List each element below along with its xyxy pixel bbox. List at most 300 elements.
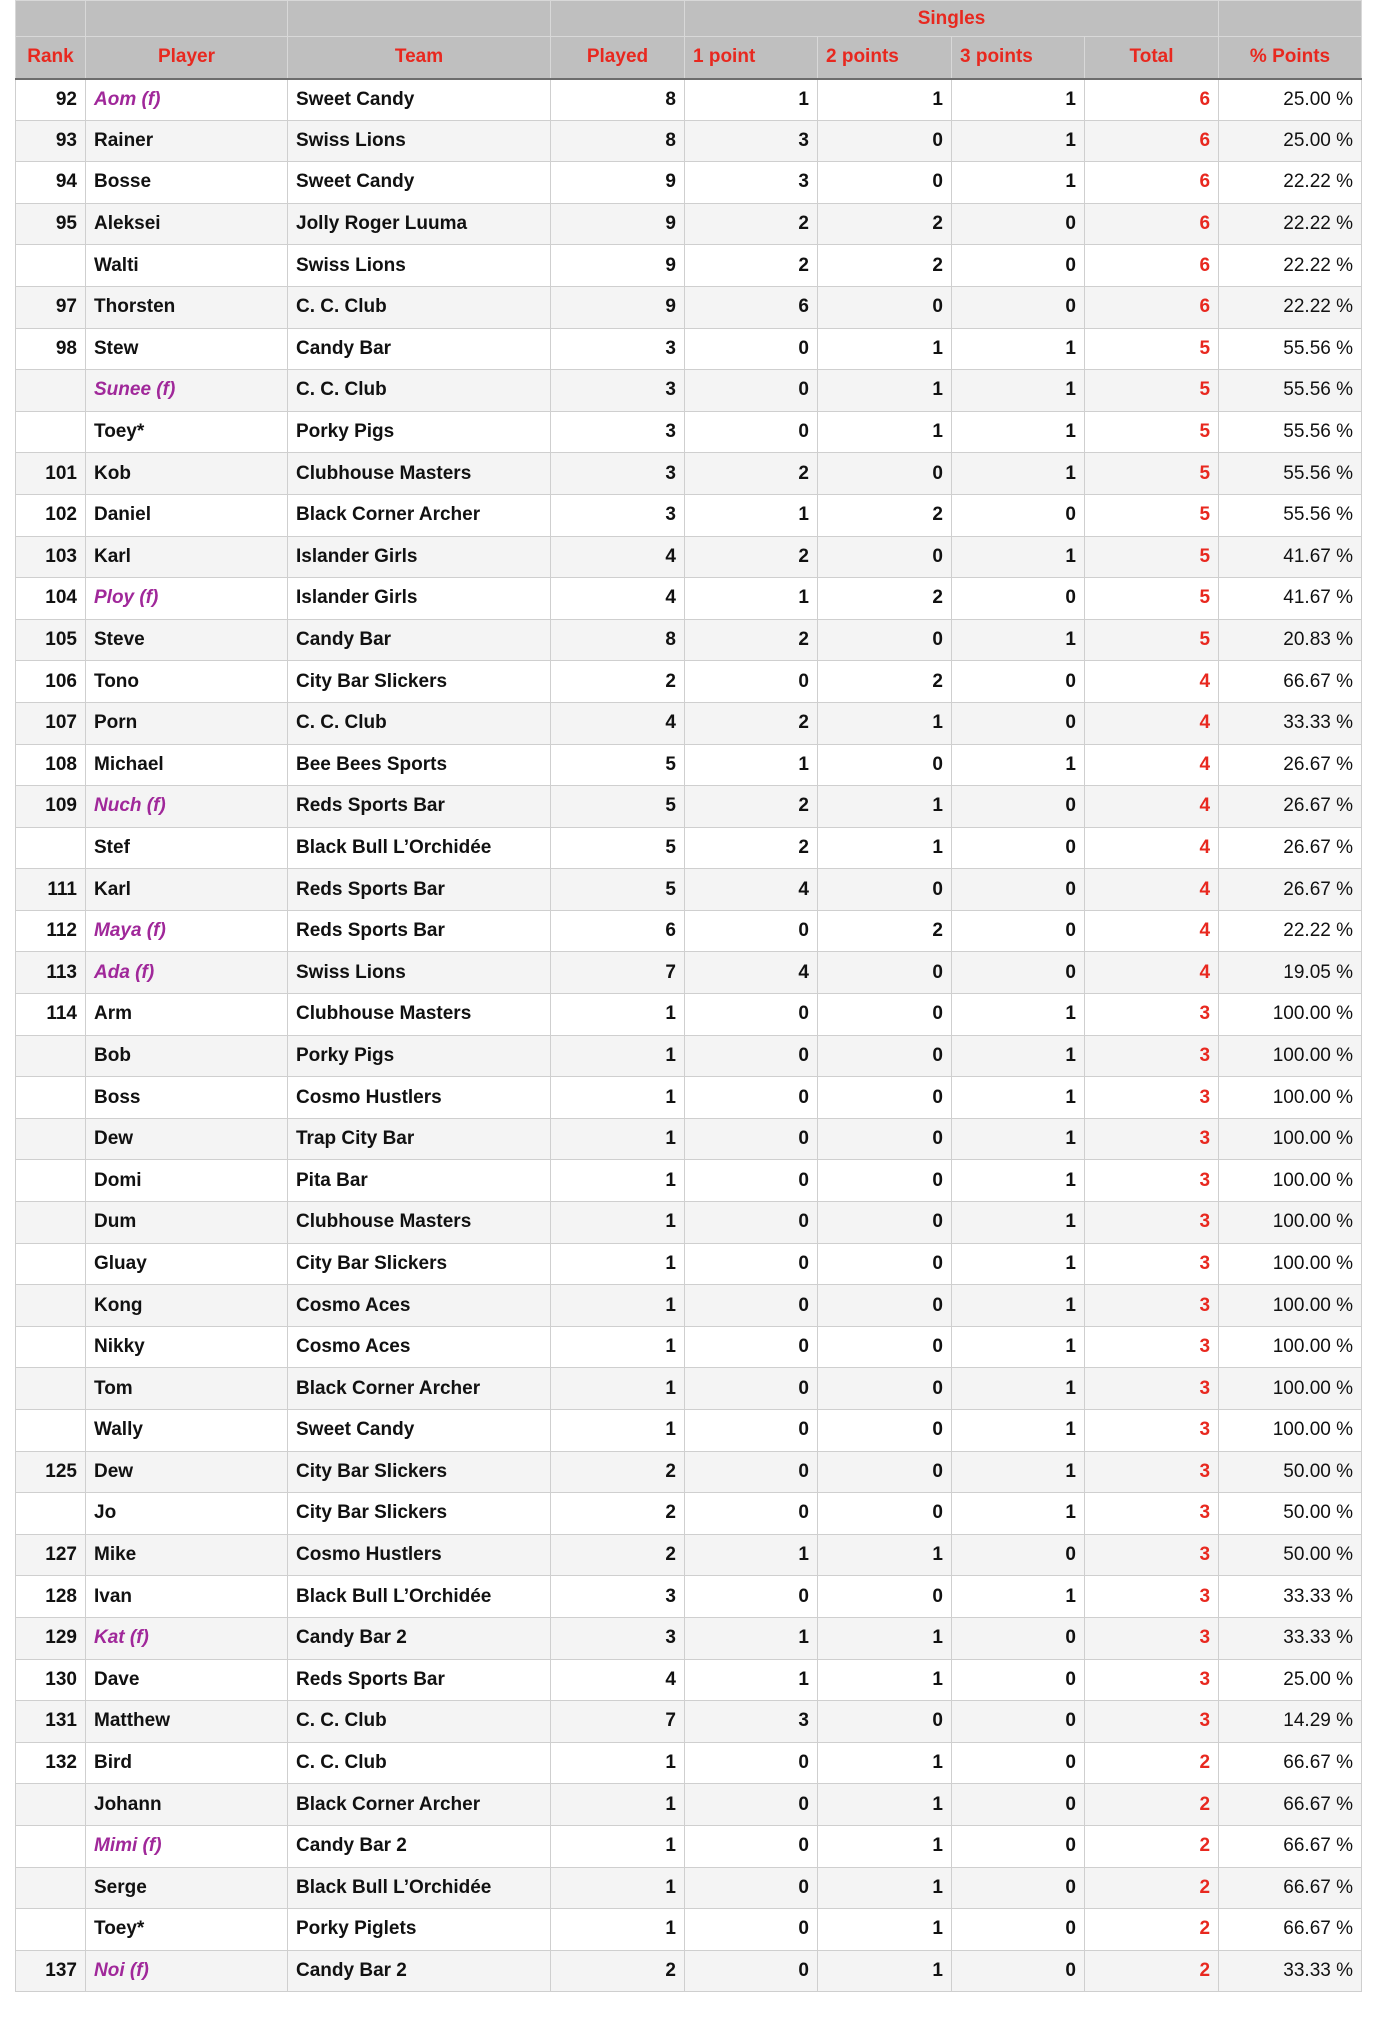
cell-1-point: 0 (685, 1742, 818, 1784)
cell-player: Ploy (f) (86, 578, 288, 620)
cell-1-point: 0 (685, 1950, 818, 1992)
cell-percent-points: 50.00 % (1219, 1534, 1362, 1576)
cell-played: 1 (551, 1285, 685, 1327)
cell-2-points: 0 (818, 120, 952, 162)
cell-team: Clubhouse Masters (288, 1202, 551, 1244)
cell-3-points: 0 (952, 661, 1085, 703)
column-header-team[interactable]: Team (288, 37, 551, 79)
cell-3-points: 1 (952, 79, 1085, 121)
cell-2-points: 2 (818, 661, 952, 703)
cell-player: Johann (86, 1784, 288, 1826)
cell-rank (16, 1285, 86, 1327)
cell-team: C. C. Club (288, 702, 551, 744)
cell-rank: 129 (16, 1617, 86, 1659)
cell-rank (16, 1118, 86, 1160)
cell-played: 1 (551, 1825, 685, 1867)
cell-percent-points: 100.00 % (1219, 1118, 1362, 1160)
cell-total: 5 (1085, 578, 1219, 620)
cell-1-point: 2 (685, 619, 818, 661)
cell-3-points: 1 (952, 453, 1085, 495)
cell-played: 4 (551, 702, 685, 744)
cell-rank (16, 827, 86, 869)
cell-total: 6 (1085, 162, 1219, 204)
cell-played: 7 (551, 952, 685, 994)
cell-percent-points: 33.33 % (1219, 702, 1362, 744)
header-spacer (86, 1, 288, 37)
cell-total: 4 (1085, 910, 1219, 952)
cell-total: 4 (1085, 702, 1219, 744)
cell-3-points: 0 (952, 1659, 1085, 1701)
cell-team: Cosmo Aces (288, 1326, 551, 1368)
cell-team: Sweet Candy (288, 79, 551, 121)
cell-total: 6 (1085, 79, 1219, 121)
table-row (16, 1576, 1362, 1618)
cell-player: Stew (86, 328, 288, 370)
cell-1-point: 0 (685, 1410, 818, 1452)
cell-3-points: 0 (952, 245, 1085, 287)
cell-played: 1 (551, 1410, 685, 1452)
cell-team: Sweet Candy (288, 162, 551, 204)
cell-1-point: 0 (685, 328, 818, 370)
cell-2-points: 0 (818, 1243, 952, 1285)
cell-played: 1 (551, 1326, 685, 1368)
cell-1-point: 6 (685, 286, 818, 328)
cell-played: 9 (551, 286, 685, 328)
cell-player: Bird (86, 1742, 288, 1784)
table-row (16, 952, 1362, 994)
cell-total: 3 (1085, 994, 1219, 1036)
cell-percent-points: 66.67 % (1219, 1825, 1362, 1867)
cell-played: 3 (551, 328, 685, 370)
cell-1-point: 0 (685, 1493, 818, 1535)
column-header-played[interactable]: Played (551, 37, 685, 79)
table-row (16, 1326, 1362, 1368)
cell-1-point: 0 (685, 1326, 818, 1368)
cell-total: 2 (1085, 1867, 1219, 1909)
cell-2-points: 0 (818, 744, 952, 786)
cell-2-points: 0 (818, 1077, 952, 1119)
cell-2-points: 0 (818, 1701, 952, 1743)
table-row (16, 1701, 1362, 1743)
table-row (16, 1867, 1362, 1909)
cell-percent-points: 25.00 % (1219, 79, 1362, 121)
cell-team: Cosmo Hustlers (288, 1077, 551, 1119)
cell-1-point: 0 (685, 1285, 818, 1327)
cell-played: 9 (551, 245, 685, 287)
cell-2-points: 1 (818, 1617, 952, 1659)
cell-percent-points: 66.67 % (1219, 661, 1362, 703)
cell-1-point: 3 (685, 162, 818, 204)
cell-rank: 103 (16, 536, 86, 578)
cell-total: 2 (1085, 1825, 1219, 1867)
table-row (16, 494, 1362, 536)
cell-3-points: 0 (952, 1950, 1085, 1992)
cell-percent-points: 66.67 % (1219, 1909, 1362, 1951)
cell-2-points: 1 (818, 1534, 952, 1576)
table-row (16, 702, 1362, 744)
cell-1-point: 2 (685, 203, 818, 245)
cell-percent-points: 100.00 % (1219, 1035, 1362, 1077)
header-spacer (1219, 1, 1362, 37)
cell-player: Aom (f) (86, 79, 288, 121)
cell-player: Steve (86, 619, 288, 661)
cell-2-points: 1 (818, 1867, 952, 1909)
cell-rank (16, 1410, 86, 1452)
cell-player: Ivan (86, 1576, 288, 1618)
cell-rank: 94 (16, 162, 86, 204)
cell-team: Reds Sports Bar (288, 910, 551, 952)
cell-total: 3 (1085, 1202, 1219, 1244)
cell-3-points: 1 (952, 1493, 1085, 1535)
cell-1-point: 1 (685, 79, 818, 121)
table-row (16, 1950, 1362, 1992)
table-row (16, 203, 1362, 245)
cell-3-points: 0 (952, 1867, 1085, 1909)
cell-1-point: 1 (685, 1659, 818, 1701)
table-row (16, 1742, 1362, 1784)
cell-team: Porky Piglets (288, 1909, 551, 1951)
cell-3-points: 1 (952, 1576, 1085, 1618)
cell-team: Cosmo Hustlers (288, 1534, 551, 1576)
cell-rank: 112 (16, 910, 86, 952)
cell-percent-points: 100.00 % (1219, 1160, 1362, 1202)
cell-1-point: 0 (685, 910, 818, 952)
cell-percent-points: 22.22 % (1219, 910, 1362, 952)
cell-percent-points: 25.00 % (1219, 1659, 1362, 1701)
cell-2-points: 0 (818, 1285, 952, 1327)
cell-team: Black Corner Archer (288, 1368, 551, 1410)
cell-player: Matthew (86, 1701, 288, 1743)
header-column-row (16, 37, 1362, 79)
cell-team: Black Bull L’Orchidée (288, 1576, 551, 1618)
cell-2-points: 1 (818, 370, 952, 412)
cell-rank: 104 (16, 578, 86, 620)
cell-rank (16, 1368, 86, 1410)
cell-played: 2 (551, 661, 685, 703)
cell-2-points: 2 (818, 203, 952, 245)
cell-3-points: 0 (952, 1701, 1085, 1743)
cell-percent-points: 55.56 % (1219, 453, 1362, 495)
cell-percent-points: 33.33 % (1219, 1950, 1362, 1992)
cell-played: 9 (551, 203, 685, 245)
cell-percent-points: 55.56 % (1219, 411, 1362, 453)
cell-player: Arm (86, 994, 288, 1036)
cell-total: 5 (1085, 494, 1219, 536)
cell-player: Toey* (86, 1909, 288, 1951)
cell-team: Swiss Lions (288, 245, 551, 287)
table-row (16, 1243, 1362, 1285)
cell-played: 4 (551, 1659, 685, 1701)
cell-played: 1 (551, 1909, 685, 1951)
cell-played: 8 (551, 79, 685, 121)
table-row (16, 910, 1362, 952)
cell-total: 3 (1085, 1493, 1219, 1535)
cell-2-points: 1 (818, 1659, 952, 1701)
cell-1-point: 0 (685, 1451, 818, 1493)
column-header-player[interactable]: Player (86, 37, 288, 79)
cell-total: 4 (1085, 786, 1219, 828)
cell-3-points: 1 (952, 1243, 1085, 1285)
cell-player: Noi (f) (86, 1950, 288, 1992)
cell-player: Kob (86, 453, 288, 495)
cell-played: 1 (551, 1867, 685, 1909)
cell-2-points: 0 (818, 1035, 952, 1077)
cell-player: Kong (86, 1285, 288, 1327)
cell-played: 1 (551, 1202, 685, 1244)
cell-3-points: 1 (952, 1202, 1085, 1244)
cell-2-points: 1 (818, 827, 952, 869)
cell-team: C. C. Club (288, 1701, 551, 1743)
cell-team: Candy Bar 2 (288, 1825, 551, 1867)
table-row (16, 1160, 1362, 1202)
table-row (16, 1659, 1362, 1701)
cell-rank (16, 1825, 86, 1867)
cell-1-point: 0 (685, 1035, 818, 1077)
cell-percent-points: 25.00 % (1219, 120, 1362, 162)
cell-played: 4 (551, 578, 685, 620)
cell-team: Pita Bar (288, 1160, 551, 1202)
cell-total: 4 (1085, 827, 1219, 869)
cell-total: 6 (1085, 245, 1219, 287)
cell-3-points: 0 (952, 203, 1085, 245)
column-header-3-points[interactable]: 3 points (952, 37, 1085, 79)
header-spacer (16, 1, 86, 37)
cell-3-points: 1 (952, 994, 1085, 1036)
cell-3-points: 1 (952, 1368, 1085, 1410)
cell-rank: 109 (16, 786, 86, 828)
cell-rank: 131 (16, 1701, 86, 1743)
cell-1-point: 2 (685, 786, 818, 828)
table-row (16, 79, 1362, 121)
cell-2-points: 1 (818, 702, 952, 744)
cell-player: Rainer (86, 120, 288, 162)
cell-1-point: 3 (685, 1701, 818, 1743)
table-row (16, 827, 1362, 869)
cell-team: Candy Bar (288, 619, 551, 661)
cell-player: Aleksei (86, 203, 288, 245)
column-header-rank[interactable]: Rank (16, 37, 86, 79)
cell-team: Candy Bar 2 (288, 1950, 551, 1992)
cell-team: City Bar Slickers (288, 1451, 551, 1493)
cell-3-points: 0 (952, 578, 1085, 620)
cell-1-point: 2 (685, 245, 818, 287)
cell-total: 2 (1085, 1950, 1219, 1992)
cell-rank: 114 (16, 994, 86, 1036)
cell-percent-points: 26.67 % (1219, 869, 1362, 911)
cell-percent-points: 55.56 % (1219, 370, 1362, 412)
cell-played: 2 (551, 1534, 685, 1576)
table-row (16, 1451, 1362, 1493)
cell-player: Dave (86, 1659, 288, 1701)
cell-2-points: 1 (818, 328, 952, 370)
cell-rank: 125 (16, 1451, 86, 1493)
column-header-1-point[interactable]: 1 point (685, 37, 818, 79)
cell-player: Karl (86, 536, 288, 578)
cell-2-points: 1 (818, 1825, 952, 1867)
cell-player: Boss (86, 1077, 288, 1119)
cell-percent-points: 26.67 % (1219, 786, 1362, 828)
cell-3-points: 0 (952, 910, 1085, 952)
cell-rank: 137 (16, 1950, 86, 1992)
cell-team: Porky Pigs (288, 1035, 551, 1077)
cell-percent-points: 22.22 % (1219, 286, 1362, 328)
table-row (16, 619, 1362, 661)
column-header-total[interactable]: Total (1085, 37, 1219, 79)
cell-percent-points: 100.00 % (1219, 994, 1362, 1036)
cell-3-points: 1 (952, 1118, 1085, 1160)
cell-1-point: 0 (685, 1576, 818, 1618)
cell-total: 5 (1085, 370, 1219, 412)
cell-rank: 107 (16, 702, 86, 744)
cell-1-point: 1 (685, 578, 818, 620)
cell-2-points: 0 (818, 1493, 952, 1535)
table-row (16, 411, 1362, 453)
cell-team: Porky Pigs (288, 411, 551, 453)
cell-team: City Bar Slickers (288, 1493, 551, 1535)
cell-total: 3 (1085, 1701, 1219, 1743)
cell-total: 3 (1085, 1576, 1219, 1618)
cell-3-points: 1 (952, 536, 1085, 578)
cell-1-point: 1 (685, 1617, 818, 1659)
cell-rank: 128 (16, 1576, 86, 1618)
cell-player: Wally (86, 1410, 288, 1452)
cell-total: 5 (1085, 453, 1219, 495)
table-row (16, 1202, 1362, 1244)
cell-player: Tom (86, 1368, 288, 1410)
cell-team: City Bar Slickers (288, 661, 551, 703)
cell-total: 3 (1085, 1243, 1219, 1285)
cell-played: 3 (551, 453, 685, 495)
table-row (16, 869, 1362, 911)
cell-played: 3 (551, 411, 685, 453)
cell-played: 4 (551, 536, 685, 578)
cell-total: 6 (1085, 286, 1219, 328)
cell-2-points: 0 (818, 536, 952, 578)
table-body (16, 79, 1362, 1992)
cell-rank (16, 1784, 86, 1826)
cell-played: 1 (551, 1035, 685, 1077)
cell-player: Dew (86, 1118, 288, 1160)
cell-3-points: 1 (952, 370, 1085, 412)
cell-3-points: 0 (952, 286, 1085, 328)
cell-rank (16, 1077, 86, 1119)
cell-percent-points: 100.00 % (1219, 1077, 1362, 1119)
cell-3-points: 0 (952, 786, 1085, 828)
cell-2-points: 0 (818, 1576, 952, 1618)
cell-rank (16, 1202, 86, 1244)
cell-player: Bosse (86, 162, 288, 204)
cell-3-points: 1 (952, 1077, 1085, 1119)
cell-3-points: 1 (952, 1410, 1085, 1452)
cell-player: Nuch (f) (86, 786, 288, 828)
cell-1-point: 0 (685, 1118, 818, 1160)
table-row (16, 1285, 1362, 1327)
cell-2-points: 0 (818, 453, 952, 495)
cell-3-points: 0 (952, 827, 1085, 869)
cell-rank (16, 1867, 86, 1909)
cell-1-point: 4 (685, 869, 818, 911)
cell-player: Dew (86, 1451, 288, 1493)
cell-played: 2 (551, 1493, 685, 1535)
cell-rank (16, 1326, 86, 1368)
cell-3-points: 1 (952, 328, 1085, 370)
cell-rank (16, 1160, 86, 1202)
cell-played: 5 (551, 744, 685, 786)
cell-3-points: 0 (952, 1825, 1085, 1867)
cell-1-point: 0 (685, 370, 818, 412)
cell-player: Michael (86, 744, 288, 786)
cell-3-points: 1 (952, 619, 1085, 661)
cell-total: 3 (1085, 1451, 1219, 1493)
cell-2-points: 0 (818, 619, 952, 661)
cell-team: C. C. Club (288, 286, 551, 328)
cell-2-points: 0 (818, 1451, 952, 1493)
cell-percent-points: 50.00 % (1219, 1493, 1362, 1535)
cell-3-points: 1 (952, 1326, 1085, 1368)
cell-player: Mimi (f) (86, 1825, 288, 1867)
cell-2-points: 0 (818, 1410, 952, 1452)
cell-player: Bob (86, 1035, 288, 1077)
cell-percent-points: 22.22 % (1219, 203, 1362, 245)
cell-3-points: 1 (952, 411, 1085, 453)
table-row (16, 1410, 1362, 1452)
cell-player: Stef (86, 827, 288, 869)
cell-1-point: 1 (685, 494, 818, 536)
cell-total: 3 (1085, 1659, 1219, 1701)
cell-percent-points: 14.29 % (1219, 1701, 1362, 1743)
table-row (16, 1784, 1362, 1826)
cell-rank: 101 (16, 453, 86, 495)
cell-3-points: 1 (952, 120, 1085, 162)
cell-total: 5 (1085, 411, 1219, 453)
cell-3-points: 1 (952, 1035, 1085, 1077)
cell-player: Nikky (86, 1326, 288, 1368)
table-row (16, 286, 1362, 328)
table-row (16, 744, 1362, 786)
cell-percent-points: 26.67 % (1219, 744, 1362, 786)
cell-team: Reds Sports Bar (288, 1659, 551, 1701)
cell-rank (16, 1035, 86, 1077)
cell-percent-points: 41.67 % (1219, 536, 1362, 578)
cell-total: 5 (1085, 619, 1219, 661)
cell-1-point: 0 (685, 1160, 818, 1202)
cell-percent-points: 66.67 % (1219, 1784, 1362, 1826)
cell-percent-points: 41.67 % (1219, 578, 1362, 620)
cell-rank (16, 245, 86, 287)
table-row (16, 1534, 1362, 1576)
cell-2-points: 2 (818, 245, 952, 287)
table-row (16, 162, 1362, 204)
cell-1-point: 4 (685, 952, 818, 994)
column-header-2-points[interactable]: 2 points (818, 37, 952, 79)
cell-3-points: 0 (952, 1909, 1085, 1951)
cell-player: Mike (86, 1534, 288, 1576)
cell-played: 1 (551, 1742, 685, 1784)
cell-team: Islander Girls (288, 578, 551, 620)
cell-2-points: 1 (818, 1742, 952, 1784)
cell-team: Black Corner Archer (288, 1784, 551, 1826)
cell-total: 3 (1085, 1160, 1219, 1202)
cell-rank (16, 370, 86, 412)
cell-team: Swiss Lions (288, 120, 551, 162)
column-header-percent-points[interactable]: % Points (1219, 37, 1362, 79)
cell-played: 3 (551, 1617, 685, 1659)
cell-2-points: 2 (818, 910, 952, 952)
cell-team: Black Corner Archer (288, 494, 551, 536)
cell-rank (16, 411, 86, 453)
cell-total: 2 (1085, 1909, 1219, 1951)
cell-player: Kat (f) (86, 1617, 288, 1659)
